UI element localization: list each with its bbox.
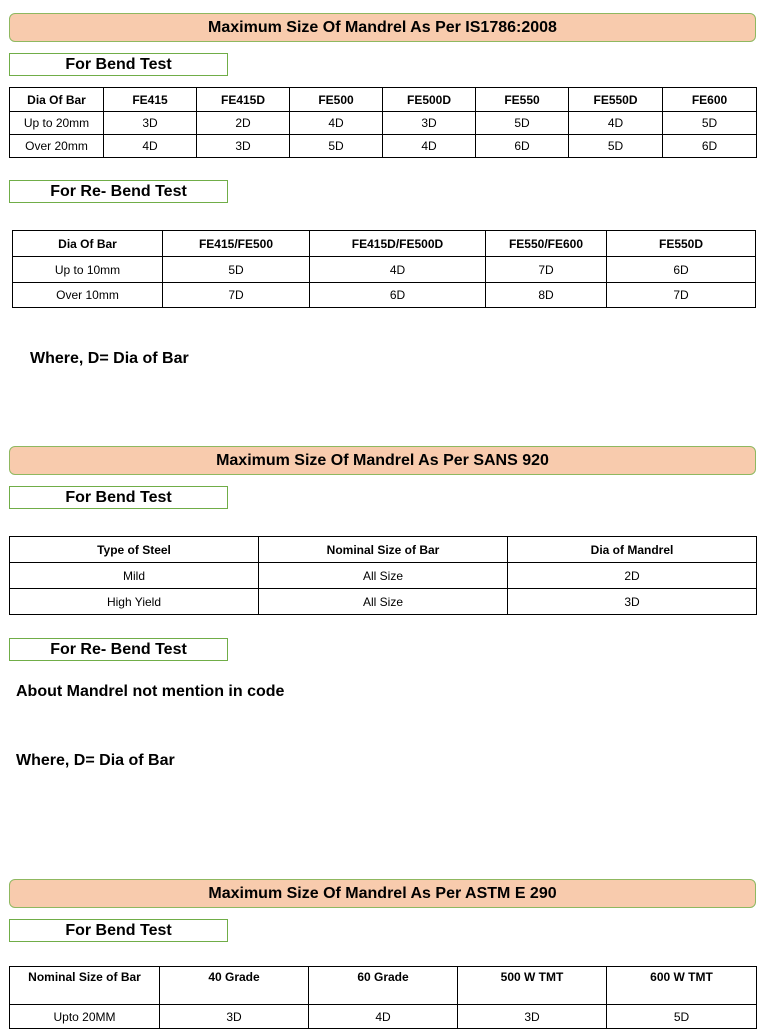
- section2-note: Where, D= Dia of Bar: [16, 752, 175, 769]
- header-cell: 600 W TMT: [607, 967, 757, 1005]
- table-cell: 3D: [197, 135, 290, 158]
- table-cell: Over 10mm: [13, 283, 163, 308]
- table-cell: Up to 20mm: [10, 112, 104, 135]
- table-cell: 7D: [607, 283, 756, 308]
- table-cell: 7D: [163, 283, 310, 308]
- header-cell: Dia Of Bar: [10, 88, 104, 112]
- section3-bend-table: [9, 966, 757, 1029]
- table-cell: 5D: [607, 1005, 757, 1029]
- table-cell: 8D: [486, 283, 607, 308]
- table-cell: 6D: [476, 135, 569, 158]
- section1-rebend-table: [12, 230, 756, 308]
- header-cell: Type of Steel: [10, 537, 259, 563]
- section2-rebend-note: About Mandrel not mention in code: [16, 683, 285, 700]
- table-cell: 5D: [163, 257, 310, 283]
- table-row: [10, 1005, 757, 1029]
- section3-title: Maximum Size Of Mandrel As Per ASTM E 290: [9, 879, 756, 908]
- table-cell: 2D: [508, 563, 757, 589]
- table-cell: Over 20mm: [10, 135, 104, 158]
- table-row: [10, 589, 757, 615]
- header-cell: FE550: [476, 88, 569, 112]
- table-row: [13, 283, 756, 308]
- section1-rebend-heading: For Re- Bend Test: [9, 180, 228, 203]
- header-cell: FE500: [290, 88, 383, 112]
- section2-bend-table: [9, 536, 757, 615]
- table-cell: 6D: [310, 283, 486, 308]
- table-cell: 3D: [104, 112, 197, 135]
- section1-note: Where, D= Dia of Bar: [30, 350, 189, 367]
- header-cell: FE500D: [383, 88, 476, 112]
- header-cell: 60 Grade: [309, 967, 458, 1005]
- table-cell: 5D: [290, 135, 383, 158]
- header-cell: Nominal Size of Bar: [259, 537, 508, 563]
- table-cell: All Size: [259, 563, 508, 589]
- table-cell: 4D: [569, 112, 663, 135]
- table-cell: Mild: [10, 563, 259, 589]
- header-cell: FE600: [663, 88, 757, 112]
- section2-title: Maximum Size Of Mandrel As Per SANS 920: [9, 446, 756, 475]
- section1-bend-heading: For Bend Test: [9, 53, 228, 76]
- table-cell: Up to 10mm: [13, 257, 163, 283]
- table-cell: 2D: [197, 112, 290, 135]
- header-cell: FE550D: [569, 88, 663, 112]
- header-cell: FE550/FE600: [486, 231, 607, 257]
- table-header-row: [10, 967, 757, 1005]
- table-row: [10, 563, 757, 589]
- section1-title: Maximum Size Of Mandrel As Per IS1786:2008: [9, 13, 756, 42]
- header-cell: Dia of Mandrel: [508, 537, 757, 563]
- table-row: [10, 135, 757, 158]
- header-cell: FE415D/FE500D: [310, 231, 486, 257]
- table-cell: 4D: [290, 112, 383, 135]
- table-cell: 3D: [383, 112, 476, 135]
- table-cell: All Size: [259, 589, 508, 615]
- header-cell: Dia Of Bar: [13, 231, 163, 257]
- table-header-row: [10, 88, 757, 112]
- table-cell: 6D: [663, 135, 757, 158]
- table-cell: 3D: [160, 1005, 309, 1029]
- header-cell: FE550D: [607, 231, 756, 257]
- section2-bend-heading: For Bend Test: [9, 486, 228, 509]
- header-cell: 40 Grade: [160, 967, 309, 1005]
- header-cell: FE415/FE500: [163, 231, 310, 257]
- table-cell: High Yield: [10, 589, 259, 615]
- section2-rebend-heading: For Re- Bend Test: [9, 638, 228, 661]
- table-cell: 4D: [383, 135, 476, 158]
- table-cell: 4D: [309, 1005, 458, 1029]
- table-row: [10, 112, 757, 135]
- table-cell: 7D: [486, 257, 607, 283]
- table-header-row: [10, 537, 757, 563]
- table-header-row: [13, 231, 756, 257]
- header-cell: FE415D: [197, 88, 290, 112]
- table-row: [13, 257, 756, 283]
- header-cell: FE415: [104, 88, 197, 112]
- section3-bend-heading: For Bend Test: [9, 919, 228, 942]
- table-cell: 4D: [104, 135, 197, 158]
- table-cell: 5D: [569, 135, 663, 158]
- table-cell: 3D: [458, 1005, 607, 1029]
- table-cell: 6D: [607, 257, 756, 283]
- header-cell: 500 W TMT: [458, 967, 607, 1005]
- table-cell: 5D: [476, 112, 569, 135]
- table-cell: 4D: [310, 257, 486, 283]
- section1-bend-table: [9, 87, 757, 158]
- table-cell: 3D: [508, 589, 757, 615]
- header-cell: Nominal Size of Bar: [10, 967, 160, 1005]
- table-cell: 5D: [663, 112, 757, 135]
- table-cell: Upto 20MM: [10, 1005, 160, 1029]
